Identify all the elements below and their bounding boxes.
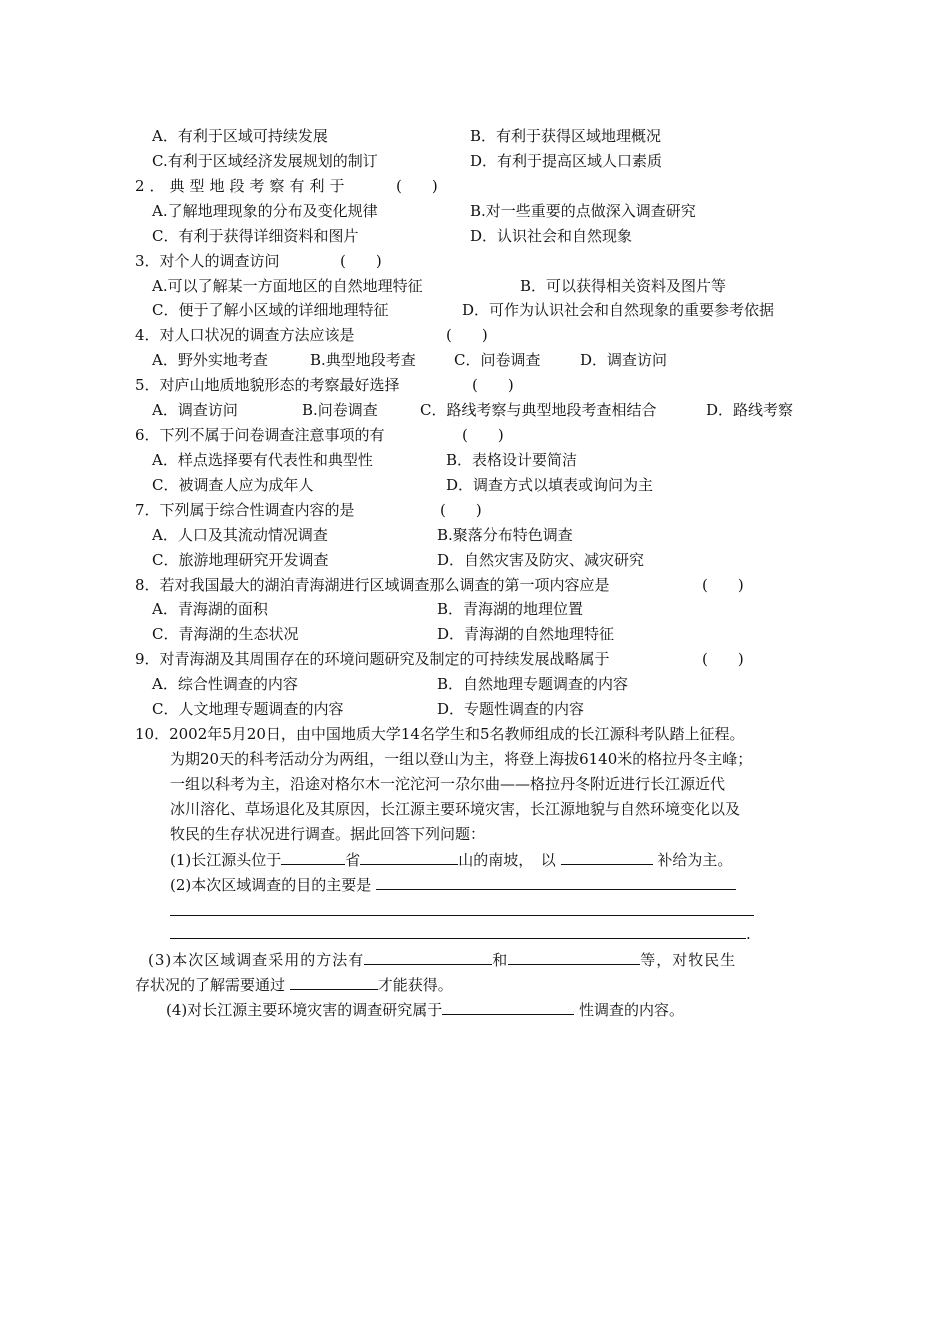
- q10-sub2: [170, 874, 736, 895]
- q3-option-b: B．可以获得相关资料及图片等: [520, 277, 727, 295]
- q10-sub1-mountain-blank[interactable]: [360, 849, 458, 865]
- q5-stem: 5．对庐山地质地貌形态的考察最好选择: [135, 376, 400, 394]
- q6-stem: 6．下列不属于问卷调查注意事项的有: [135, 426, 385, 444]
- q10-passage-line-5: 牧民的生存状况进行调查。据此回答下列问题：: [170, 825, 486, 843]
- q9-option-b: B．自然地理专题调查的内容: [437, 675, 629, 693]
- q3-option-a: A.可以了解某一方面地区的自然地理特征: [152, 277, 423, 295]
- q10-passage-line-2: 为期20天的科考活动分为两组，一组以登山为主，将登上海拔6140米的格拉丹冬主峰；: [170, 750, 753, 768]
- q10-sub3-means-blank[interactable]: [290, 974, 378, 990]
- q10-sub3-method-blank-2[interactable]: [508, 949, 640, 965]
- q2-option-b: B.对一些重要的点做深入调查研究: [470, 202, 696, 220]
- q3-answer-paren: ( ): [340, 252, 382, 270]
- q4-option-b: B.典型地段考查: [310, 351, 416, 369]
- q10-sub3-method-blank-1[interactable]: [364, 949, 492, 965]
- q2-stem: 2．典型地段考察有利于: [135, 177, 350, 195]
- q6-option-a: A．样点选择要有代表性和典型性: [152, 451, 373, 469]
- q10-sub1-text-a: (1)长江源头位于: [170, 851, 282, 869]
- q10-sub3-line-2: [135, 974, 453, 995]
- q10-passage-line-4: 冰川溶化、草场退化及其原因，长江源主要环境灾害，长江源地貌与自然环境变化以及: [170, 800, 741, 818]
- q6-option-b: B．表格设计要简洁: [446, 451, 578, 469]
- q10-sub1-supply-blank[interactable]: [561, 849, 653, 865]
- q10-sub2-answer-blank-1[interactable]: [376, 874, 736, 890]
- q5-option-c: C．路线考察与典型地段考查相结合: [420, 401, 657, 419]
- q3-stem: 3．对个人的调查访问: [135, 252, 280, 270]
- q7-answer-paren: ( ): [440, 501, 482, 519]
- q8-option-b: B．青海湖的地理位置: [437, 600, 584, 618]
- q10-sub1-text-b: 省: [345, 851, 361, 869]
- q2-option-c: C．有利于获得详细资料和图片: [152, 227, 359, 245]
- q4-option-a: A．野外实地考查: [152, 351, 268, 369]
- q5-option-a: A．调查访问: [152, 401, 238, 419]
- q7-option-b: B.聚落分布特色调查: [437, 526, 573, 544]
- q5-option-b: B.问卷调查: [302, 401, 378, 419]
- q10-sub1-text-d: 补给为主。: [657, 851, 733, 869]
- q7-option-d: D．自然灾害及防灾、减灾研究: [437, 551, 645, 569]
- q1-option-b: B．有利于获得区域地理概况: [470, 127, 662, 145]
- q2-option-d: D．认识社会和自然现象: [470, 227, 633, 245]
- q6-option-c: C．被调查人应为成年人: [152, 476, 314, 494]
- q9-option-d: D．专题性调查的内容: [437, 700, 585, 718]
- q6-answer-paren: ( ): [462, 426, 504, 444]
- q8-option-d: D．青海湖的自然地理特征: [437, 625, 615, 643]
- q8-answer-paren: ( ): [702, 576, 744, 594]
- q10-sub4-type-blank[interactable]: [442, 999, 574, 1015]
- q2-answer-paren: ( ): [396, 177, 438, 195]
- q10-sub1-text-c: 山的南坡， 以: [458, 851, 556, 869]
- q10-sub4-text-a: (4)对长江源主要环境灾害的调查研究属于: [166, 1001, 443, 1019]
- q10-sub3-text-e: 才能获得。: [377, 976, 453, 994]
- q10-sub2-text: (2)本次区域调查的目的主要是: [170, 876, 372, 894]
- q10-sub4-text-b: 性调查的内容。: [579, 1001, 685, 1019]
- q10-sub1: [170, 849, 732, 870]
- q4-option-d: D．调查访问: [580, 351, 668, 369]
- q1-option-c: C.有利于区域经济发展规划的制订: [152, 152, 378, 170]
- q6-option-d: D．调查方式以填表或询问为主: [446, 476, 654, 494]
- q4-option-c: C．问卷调查: [454, 351, 541, 369]
- q4-stem: 4．对人口状况的调查方法应该是: [135, 326, 355, 344]
- q10-sub1-province-blank[interactable]: [281, 849, 345, 865]
- q10-sub4: [166, 999, 684, 1020]
- q7-option-a: A．人口及其流动情况调查: [152, 526, 328, 544]
- q9-option-a: A．综合性调查的内容: [152, 675, 298, 693]
- q1-option-d: D．有利于提高区域人口素质: [470, 152, 663, 170]
- q10-sub2-answer-blank-2[interactable]: [170, 915, 754, 916]
- q10-sub2-period: .: [746, 925, 751, 943]
- q8-option-c: C．青海湖的生态状况: [152, 625, 299, 643]
- q9-answer-paren: ( ): [702, 650, 744, 668]
- q9-stem: 9．对青海湖及其周围存在的环境问题研究及制定的可持续发展战略属于: [135, 650, 610, 668]
- q7-option-c: C．旅游地理研究开发调查: [152, 551, 329, 569]
- q8-stem: 8．若对我国最大的湖泊青海湖进行区域调查那么调查的第一项内容应是: [135, 576, 610, 594]
- q1-option-a: A．有利于区域可持续发展: [152, 127, 328, 145]
- q10-sub2-answer-blank-3[interactable]: [170, 938, 746, 939]
- q4-answer-paren: ( ): [446, 326, 488, 344]
- q3-option-c: C．便于了解小区域的详细地理特征: [152, 301, 389, 319]
- q10-sub3-line-1: [148, 949, 736, 970]
- q10-sub3-text-d: 存状况的了解需要通过: [135, 976, 286, 994]
- q8-option-a: A．青海湖的面积: [152, 600, 268, 618]
- q5-option-d: D．路线考察: [706, 401, 794, 419]
- q3-option-d: D．可作为认识社会和自然现象的重要参考依据: [462, 301, 775, 319]
- q10-passage-line-3: 一组以科考为主，沿途对格尔木一沱沱河一尕尔曲——格拉丹冬附近进行长江源近代: [170, 775, 726, 793]
- q7-stem: 7．下列属于综合性调查内容的是: [135, 501, 355, 519]
- q10-sub3-text-c: 等，对牧民生: [640, 951, 737, 969]
- q9-option-c: C．人文地理专题调查的内容: [152, 700, 344, 718]
- q2-option-a: A.了解地理现象的分布及变化规律: [152, 202, 378, 220]
- q10-sub3-text-b: 和: [492, 951, 509, 969]
- q10-passage-line-1: 10．2002年5月20日，由中国地质大学14名学生和5名教师组成的长江源科考队踏上征程。: [135, 725, 745, 743]
- q5-answer-paren: ( ): [472, 376, 514, 394]
- q10-sub3-text-a: (3)本次区域调查采用的方法有: [148, 951, 365, 969]
